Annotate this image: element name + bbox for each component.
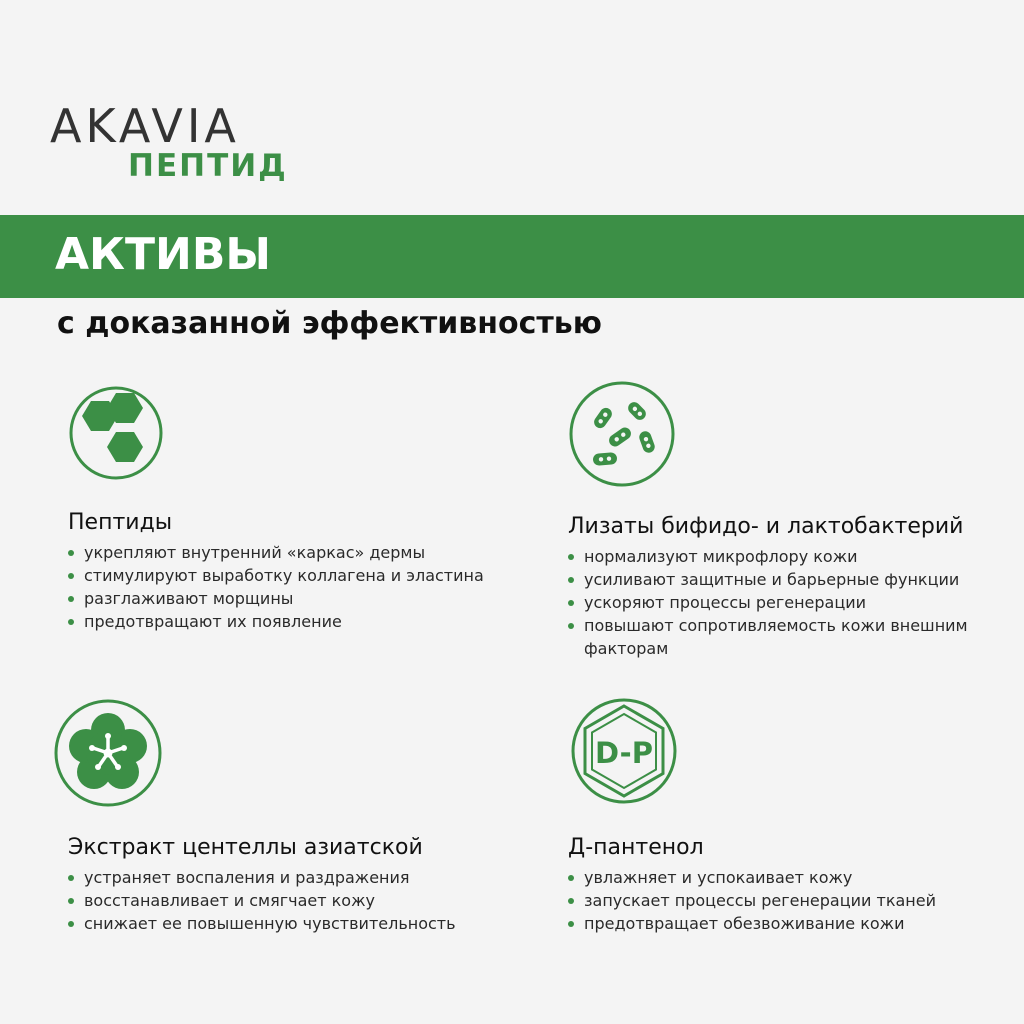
active-points [68, 541, 484, 633]
list-item: увлажняет и успокаивает кожу [568, 866, 936, 889]
brand-product: ПЕПТИД [128, 148, 288, 184]
brand-name: AKAVIA [50, 99, 240, 153]
title-banner [0, 215, 1024, 298]
list-item: предотвращает обезвоживание кожи [568, 912, 936, 935]
page-subtitle: с доказанной эффективностью [57, 306, 602, 341]
active-title: Лизаты бифидо- и лактобактерий [568, 514, 964, 539]
list-item: усиливают защитные и барьерные функции [568, 568, 1013, 591]
centella-flower-icon [52, 697, 164, 814]
page-title: АКТИВЫ [55, 229, 271, 280]
list-item: запускает процессы регенерации тканей [568, 889, 936, 912]
active-block-peptides [68, 510, 484, 633]
active-points [568, 545, 1013, 660]
active-points [68, 866, 456, 935]
dp-icon-label: D-P [595, 736, 653, 770]
active-block-lysates [568, 514, 1013, 660]
list-item: нормализуют микрофлору кожи [568, 545, 1013, 568]
list-item: повышают сопротивляемость кожи внешним факторам [568, 614, 1013, 660]
list-item: укрепляют внутренний «каркас» дермы [68, 541, 484, 564]
list-item: предотвращают их появление [68, 610, 484, 633]
active-points [568, 866, 936, 935]
dp-hexagon-icon [569, 696, 679, 811]
active-block-panthenol [568, 835, 936, 935]
list-item: снижает ее повышенную чувствительность [68, 912, 456, 935]
active-title: Пептиды [68, 510, 173, 535]
active-title: Экстракт центеллы азиатской [68, 835, 423, 860]
list-item: разглаживают морщины [68, 587, 484, 610]
active-title: Д-пантенол [568, 835, 704, 860]
list-item: ускоряют процессы регенерации [568, 591, 1013, 614]
hexagons-icon [68, 385, 164, 486]
list-item: стимулируют выработку коллагена и эластина [68, 564, 484, 587]
list-item: устраняет воспаления и раздражения [68, 866, 456, 889]
brand-logo [50, 99, 288, 184]
bacteria-icon [567, 379, 677, 494]
active-block-centella [68, 835, 456, 935]
list-item: восстанавливает и смягчает кожу [68, 889, 456, 912]
